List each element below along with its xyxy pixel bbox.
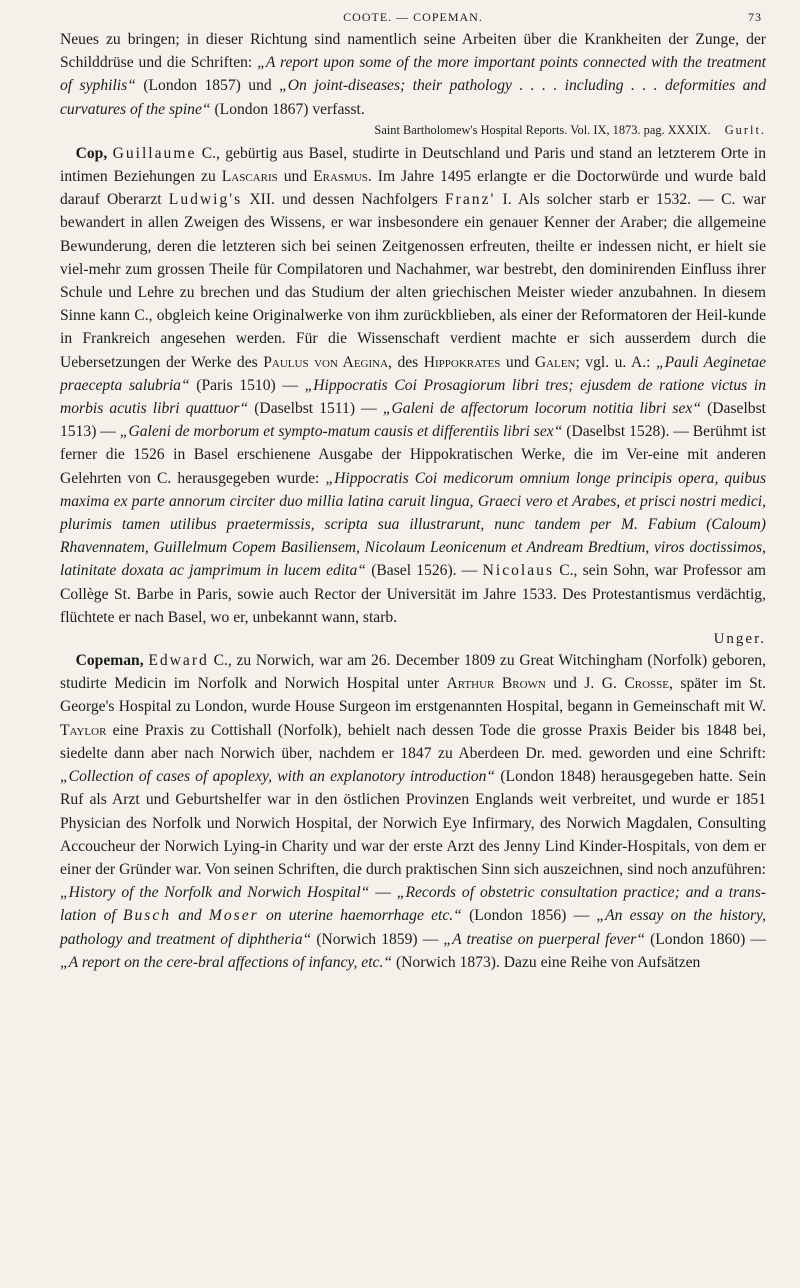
person-name: Hippokrates	[423, 353, 501, 371]
person-name: Nicolaus	[482, 562, 555, 580]
person-name: Paulus von Aegina	[263, 353, 389, 371]
work-title: „Hippocratis Coi medicorum omnium longe principis opera, quibus maxima ex parte annorum circiter duo millia latina caruit lingua, Graeci vero et Arabes, et prisci nostri medici, plurimis tamen utilibus praetermissis, scripta sua illustrarunt, nunc tandem per M. Fabium (Caloum) Rhavennatem, Guillelmum Copem Basiliensem, Nicolaum Leonicenum et Andream Bredtium, viros doctissimos, latinitate doxata ac jamprimum in lucem edita“	[60, 469, 767, 580]
person-name: Franz'	[444, 191, 496, 209]
person-name: Taylor	[60, 721, 107, 739]
entry-coote-continuation: Neues zu bringen; in dieser Richtung sind namentlich seine Arbeiten über die Krankheiten der Zunge, der Schilddrüse und die Schriften: „A report upon some of the more important points connected with the treatment of syphilis“ (London 1857) und „On joint-diseases; their pathology . . . . including . . . deformities and curvatures of the spine“ (London 1867) verfasst.	[60, 31, 766, 118]
headword-copeman: Copeman,	[75, 652, 144, 670]
title-joint-diseases: „On joint-diseases; their pathology . . . . including . . . deformities and curvatures of the spine“	[60, 77, 766, 118]
person-name: Busch	[122, 907, 172, 925]
work-title: „A treatise on puerperal fever“	[443, 930, 645, 948]
source-reference: Saint Bartholomew's Hospital Reports. Vol. IX, 1873. pag. XXXIX. Gurlt.	[374, 122, 766, 137]
person-name: Ludwig's	[168, 191, 243, 209]
work-title: „Galeni de morborum et sympto-matum causis et differentiis libri sex“	[119, 423, 563, 441]
title-report-syphilis: „A report upon some of the more important points connected with the treatment of syphilis“	[60, 54, 766, 95]
person-name: Erasmus	[313, 168, 368, 186]
work-title: „Collection of cases of apoplexy, with an explanotory introduction“	[60, 768, 496, 786]
work-title: „A report on the cere-bral affections of infancy, etc.“	[60, 953, 393, 971]
person-name: Crosse	[624, 675, 670, 693]
given-name: Edward	[148, 652, 209, 670]
work-title: „Hippocratis Coi Prosagiorum libri tres; ejusdem de ratione victus in morbis acutis libri quattuor“	[60, 376, 766, 418]
person-name: Lascaris	[221, 168, 278, 186]
running-title: COOTE. — COPEMAN.	[343, 10, 483, 24]
person-name: Galen	[534, 353, 576, 371]
entry-copeman: Copeman, Edward C., zu Norwich, war am 26. December 1809 zu Great Witchingham (Norfolk) geboren, studirte Medicin im Norfolk and Norwich Hospital unter Arthur Brown und J. G. Crosse, später im St. George's Hospital zu London, wurde House Surgeon im erstgenannten Hospital, begann in Gemeinschaft mit W. Taylor eine Praxis zu Cottishall (Norfolk), behielt nach dessen Tode die grosse Praxis Beider bis 1848 bei, siedelte dann aber nach Norwich über, nachdem er 1847 zu Aberdeen Dr. med. geworden und eine Schrift: „Collection of cases of apoplexy, with an explanotory introduction“ (London 1848) herausgegeben hatte. Sein Ruf als Arzt und Geburtshelfer war in den östlichen Provinzen Englands weit verbreitet, und wurde er 1851 Physician des Norfolk und Norwich Hospital, der Norwich Eye Infirmary, des Norwich Magdalen, Consulting Accoucheur der Norwich Lying-in Charity und war der erste Arzt des Jenny Lind Kinder-Hospitals, von dem er einer der Gründer war. Von seinen Schriften, die durch praktischen Sinn sich auszeichnen, sind noch anzuführen: „History of the Norfolk and Norwich Hospital“ — „Records of obstetric consultation practice; and a trans-lation of Busch and Moser on uterine haemorrhage etc.“ (London 1856) — „An essay on the history, pathology and treatment of diphtheria“ (Norwich 1859) — „A treatise on puerperal fever“ (London 1860) — „A report on the cere-bral affections of infancy, etc.“ (Norwich 1873). Dazu eine Reihe von Aufsätzen	[60, 652, 767, 971]
reference-author: Gurlt.	[724, 122, 766, 137]
given-name: Guillaume	[112, 144, 197, 162]
work-title: „History of the Norfolk and Norwich Hospital“	[60, 884, 370, 902]
person-name: Moser	[208, 907, 259, 925]
entry-cop: Cop, Guillaume C., gebürtig aus Basel, studirte in Deutschland und Paris und stand an letzterem Orte in intimen Beziehungen zu Lascaris und Erasmus. Im Jahre 1495 erlangte er die Doctorwürde und wurde bald darauf Oberarzt Ludwig's XII. und dessen Nachfolgers Franz' I. Als solcher starb er 1532. — C. war bewandert in allen Zweigen des Wissens, er war insbesondere ein genauer Kenner der Araber; die allgemeine Bewunderung, deren die letzteren sich bei seinen Zeitgenossen erfreuten, theilte er indessen nicht, er hielt sie viel-mehr zum grossen Theile für Compilatoren und Nachahmer, war bestrebt, den dominirenden Einfluss ihrer Schule und Lehre zu brechen und das Studium der alten griechischen Meister wieder anzubahnen. In diesem Sinne kann C., obgleich keine Originalwerke von ihm zurückblieben, als einer der Reformatoren der Heil-kunde in Frankreich angesehen werden. Für die Wissenschaft verdient machte er sich ausserdem durch die Uebersetzungen der Werke des Paulus von Aegina, des Hippokrates und Galen; vgl. u. A.: „Pauli Aeginetae praecepta salubria“ (Paris 1510) — „Hippocratis Coi Prosagiorum libri tres; ejusdem de ratione victus in morbis acutis libri quattuor“ (Daselbst 1511) — „Galeni de affectorum locorum notitia libri sex“ (Daselbst 1513) — „Galeni de morborum et sympto-matum causis et differentiis libri sex“ (Daselbst 1528). — Berühmt ist ferner die 1526 in Basel erschienene Ausgabe der Hippokratischen Werke, die im Ver-eine mit anderen Gelehrten von C. herausgegeben wurde: „Hippocratis Coi medicorum omnium longe principis opera, quibus maxima ex parte annorum circiter duo millia latina caruit lingua, Graeci vero et Arabes, et prisci nostri medici, plurimis tamen utilibus praetermissis, scripta sua illustrarunt, nunc tandem per M. Fabium (Caloum) Rhavennatem, Guillelmum Copem Basiliensem, Nicolaum Leonicenum et Andream Bredtium, viros doctissimos, latinitate doxata ac jamprimum in lucem edita“ (Basel 1526). — Nicolaus C., sein Sohn, war Professor am Collège St. Barbe in Paris, sowie auch Rector der Universität im Jahre 1533. Des Protestantismus verdächtig, flüchtete er nach Basel, wo er, unbekannt wann, starb.	[60, 144, 767, 626]
work-title: „Galeni de affectorum locorum notitia libri sex“	[382, 400, 701, 418]
page-number: 73	[748, 10, 762, 24]
work-title: „An essay on the history, pathology and treatment of diphtheria“	[60, 907, 767, 948]
work-title: „Records of obstetric consultation practice; and a trans-lation of Busch and Moser on uterine haemorrhage etc.“	[60, 884, 766, 925]
work-title: „Pauli Aeginetae praecepta salubria“	[60, 353, 767, 394]
headword-cop: Cop,	[75, 144, 108, 162]
person-name: Arthur Brown	[446, 675, 546, 693]
page-header	[60, 6, 766, 28]
entry-signature: Unger.	[713, 631, 766, 648]
